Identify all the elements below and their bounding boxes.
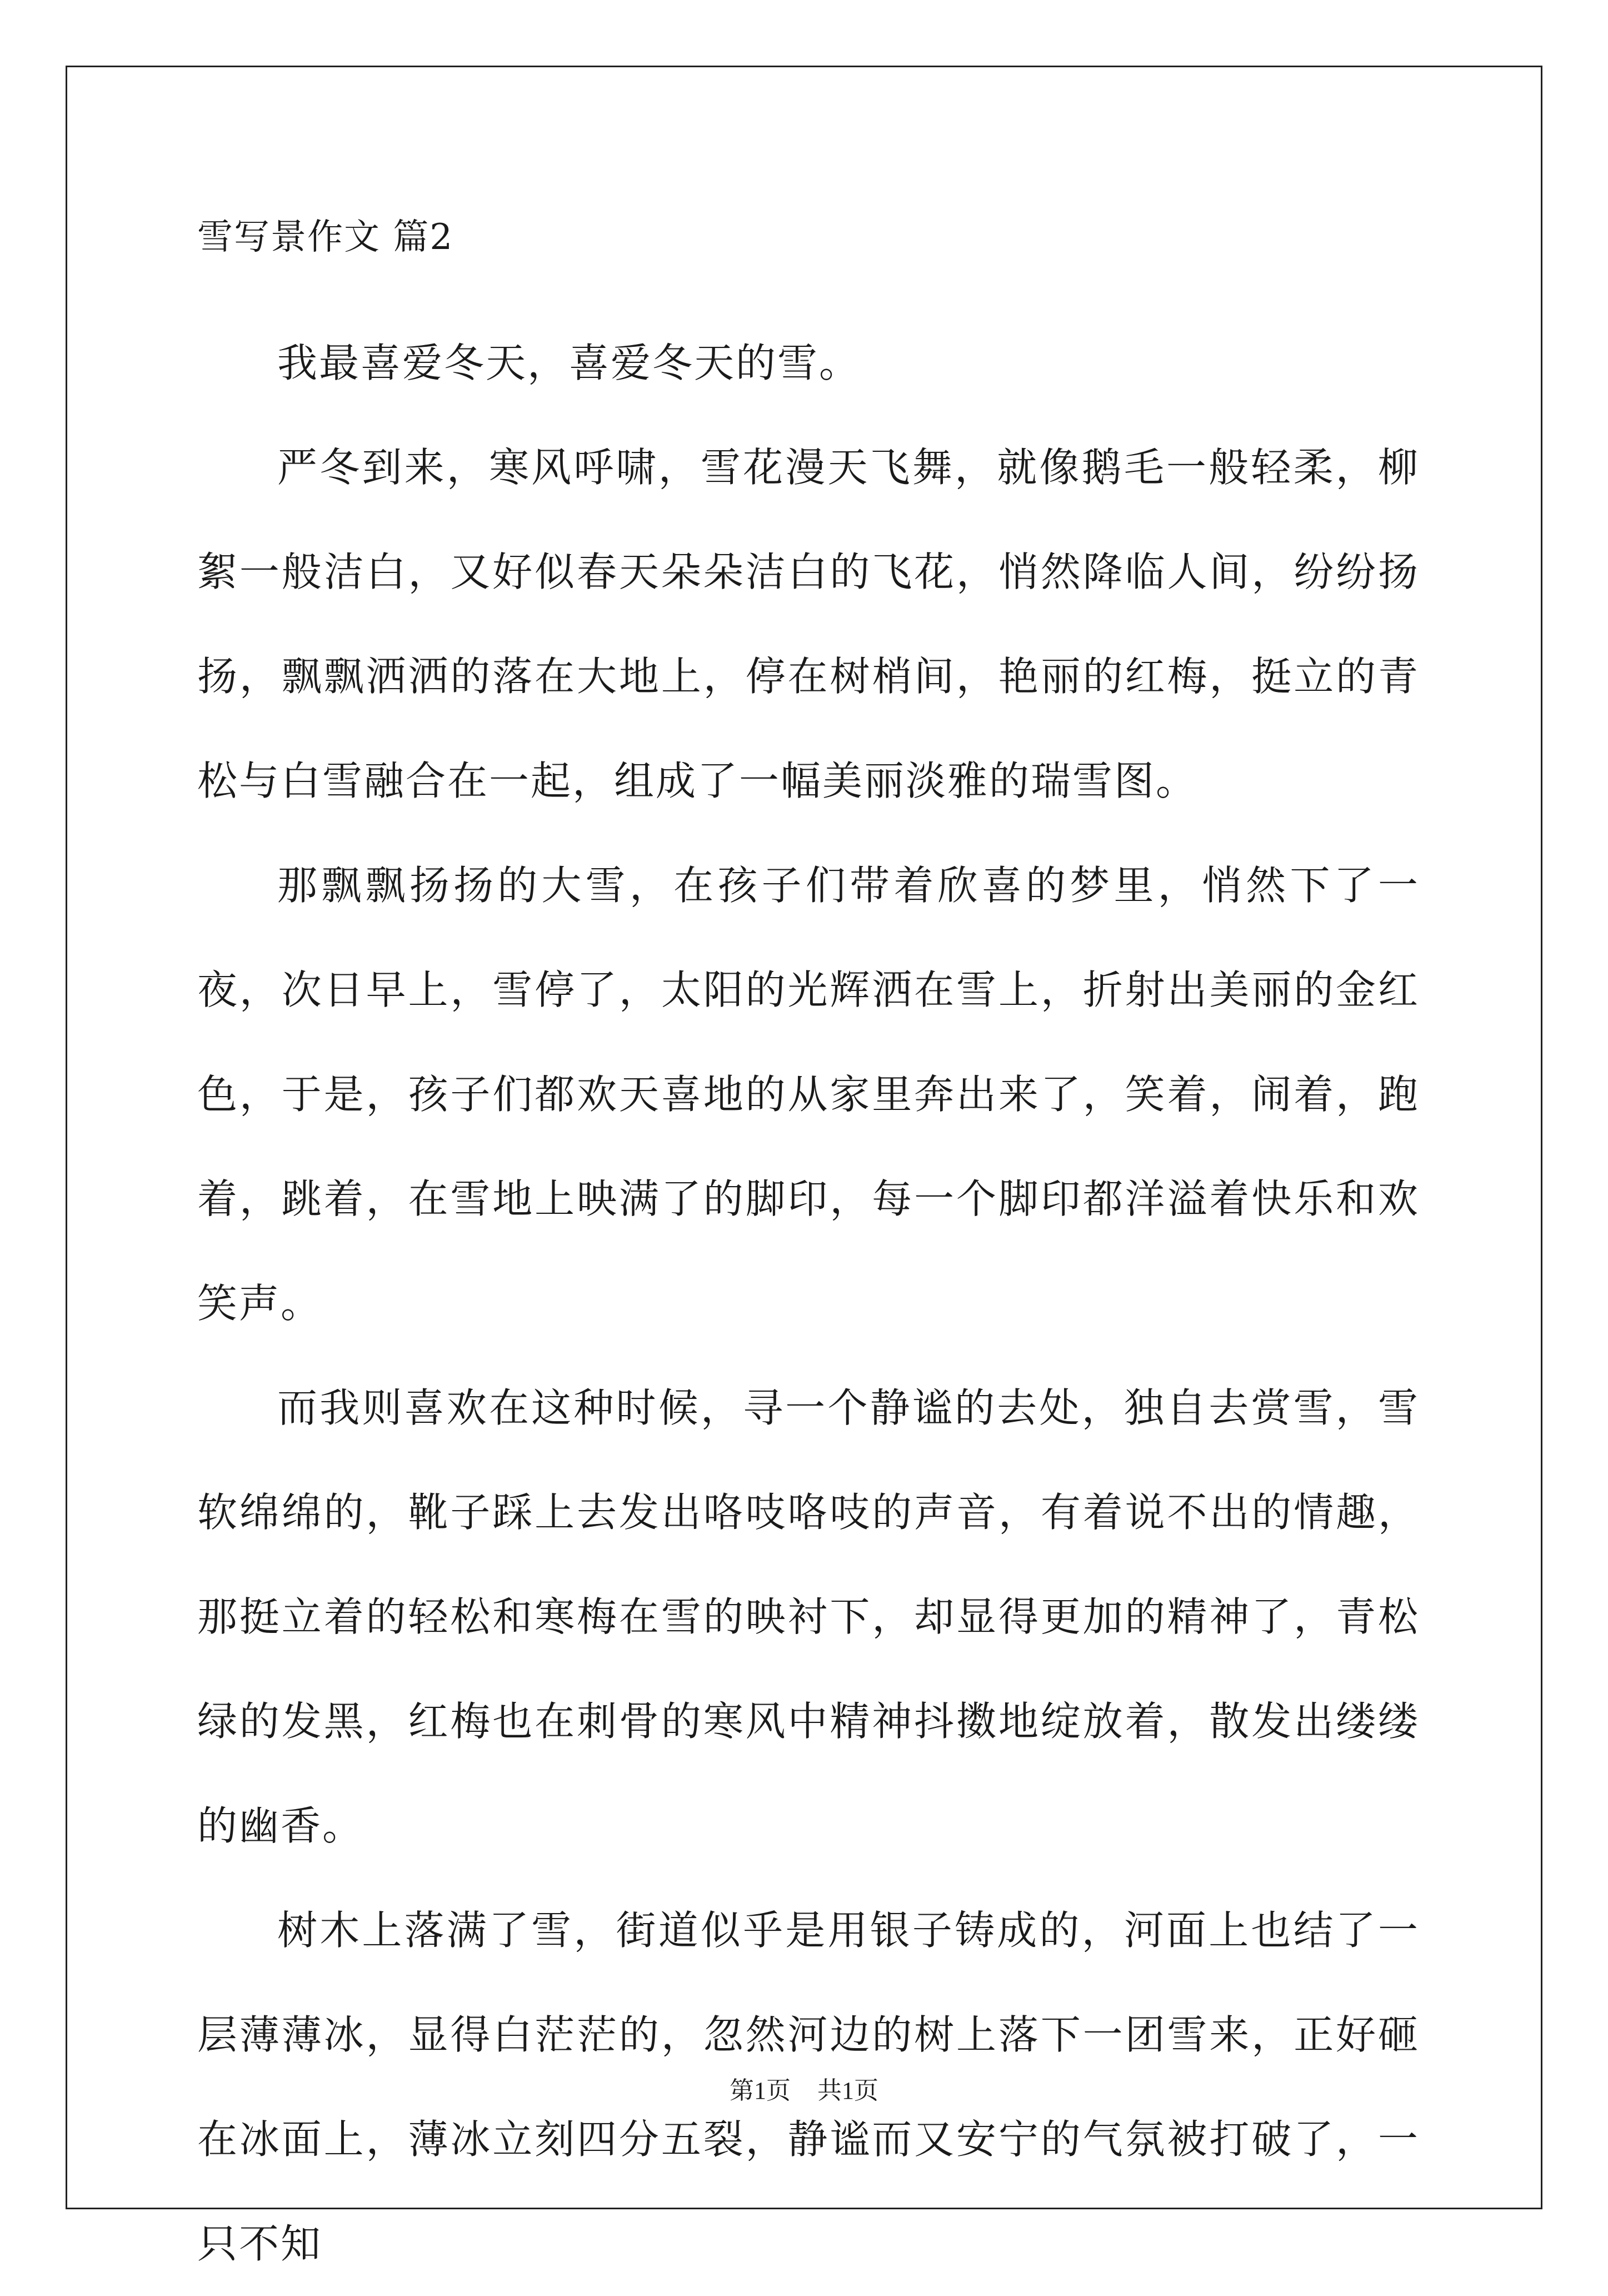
paragraph-4: 而我则喜欢在这种时候，寻一个静谧的去处，独自去赏雪，雪软绵绵的，靴子踩上去发出咯吱咯吱的声音，有着说不出的情趣，那挺立着的轻松和寒梅在雪的映衬下，却显得更加的精神了，青松绿的发黑，红梅也在刺骨的寒风中精神抖擞地绽放着，散发出缕缕的幽香。 [197,1384,1420,1849]
document-title: 雪写景作文 篇2 [197,217,454,258]
paragraph-3: 那飘飘扬扬的大雪，在孩子们带着欣喜的梦里，悄然下了一夜，次日早上，雪停了，太阳的光辉洒在雪上，折射出美丽的金红色，于是，孩子们都欢天喜地的从家里奔出来了，笑着，闹着，跑着，跳着，在雪地上映满了的脚印，每一个脚印都洋溢着快乐和欢笑声。 [197,862,1420,1327]
page-number: 第1页 [730,2077,791,2104]
paragraph-5: 树木上落满了雪，街道似乎是用银子铸成的，河面上也结了一层薄薄冰，显得白茫茫的，忽然河边的树上落下一团雪来，正好砸在冰面上，薄冰立刻四分五裂，静谧而又安宁的气氛被打破了，一只不知 [197,1907,1420,2267]
document-body [197,217,1420,2296]
paragraph-2: 严冬到来，寒风呼啸，雪花漫天飞舞，就像鹅毛一般轻柔，柳絮一般洁白，又好似春天朵朵洁白的飞花，悄然降临人间，纷纷扬扬，飘飘洒洒的落在大地上，停在树梢间，艳丽的红梅，挺立的青松与白雪融合在一起，组成了一幅美丽淡雅的瑞雪图。 [197,444,1420,804]
page-footer [0,2079,1608,2103]
page-total: 共1页 [817,2077,878,2104]
paragraph-1: 我最喜爱冬天，喜爱冬天的雪。 [277,340,861,386]
